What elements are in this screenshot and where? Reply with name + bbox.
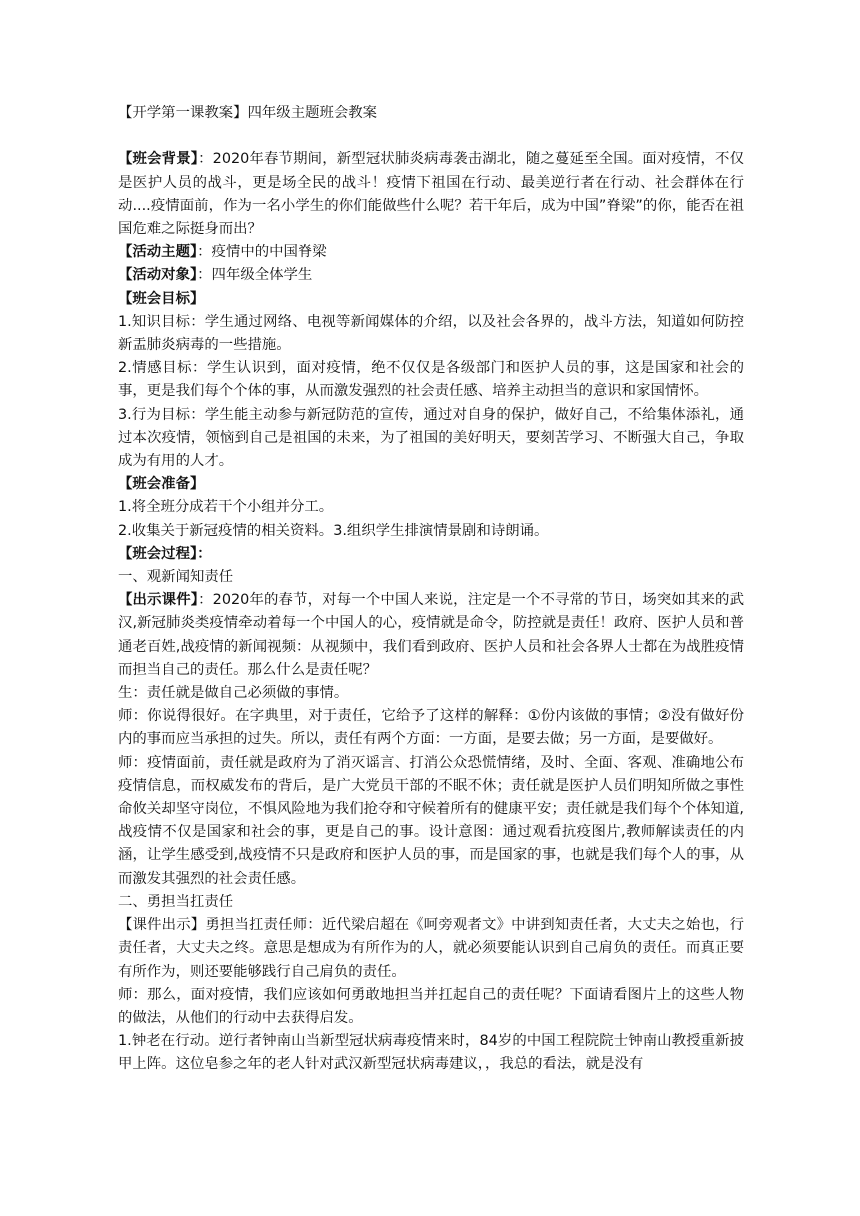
- audience-label: 【活动对象】: [118, 267, 198, 284]
- goals-heading: 【班会目标】: [118, 290, 205, 307]
- audience-text: ：四年级全体学生: [197, 267, 313, 284]
- prep-heading: 【班会准备】: [118, 476, 205, 493]
- goal-emotion: 2.情感目标：学生认识到，面对疫情，绝不仅仅是各级部门和医护人员的事，这是国家和社会的事，更是我们每个个体的事，从而激发强烈的社会责任感、培养主动担当的意识和家国情怀。: [118, 360, 744, 400]
- action-item-1: 1.钟老在行动。逆行者钟南山当新型冠状病毒疫情来时，84岁的中国工程院院士钟南山教授重新披甲上阵。这位皂参之年的老人针对武汉新型冠状病毒建议，，我总的看法，就是没有: [118, 1033, 744, 1073]
- goal-behavior: 3.行为目标：学生能主动参与新冠防范的宣传，通过对自身的保护，做好自己，不给集体添礼，通过本次疫情，领恼到自己是祖国的未来，为了祖国的美好明天，要刻苦学习、不断强大自己，争取成为有用的人才。: [118, 406, 744, 470]
- theme-label: 【活动主题】: [118, 244, 198, 261]
- background-paragraph: [118, 148, 744, 241]
- goal-knowledge: 1.知识目标：学生通过网络、电视等新闻媒体的介绍，以及社会各界的，战斗方法，知道如何防控新盂肺炎病毒的一些措施。: [118, 313, 744, 354]
- courseware-paragraph-1: [118, 589, 744, 682]
- courseware-text: ：2020年的春节，对每一个中国人来说，注定是一个不寻常的节日，场突如其来的武汉,新冠肺炎类疫情牵动着每一个中国人的心，疫情就是命令，防控就是责任！政府、医护人员和普通老百姓,战疫情的新闻视频：从视频中，我们看到政府、医护人员和社会各界人士都在为战胜疫情而担当自己的责任。那么什么是责任呢？: [118, 592, 744, 678]
- prep-item-1: 1.将全班分成若干个小组并分工。: [118, 499, 334, 516]
- teacher-paragraph-1: 师：你说得很好。在字典里，对于责任，它给予了这样的解释：①份内该做的事情；②没有做好份内的事而应当承担的过失。所以，责任有两个方面：一方面，是要去做；另一方面，是要做好。: [118, 708, 744, 748]
- teacher-paragraph-3: 师：那么，面对疫情，我们应该如何勇敢地担当并扛起自己的责任呢？下面请看图片上的这些人物的做法，从他们的行动中去获得启发。: [118, 986, 744, 1026]
- teacher-paragraph-2: 师：疫情面前，责任就是政府为了消灭谣言、打消公众恐慌情绪，及时、全面、客观、准确地公布疫情信息，而权威发布的背后，是广大党员干部的不眠不休；责任就是医护人员们明知所做之事性命攸关却坚守岗位，不惧风险地为我们抢夺和守候着所有的健康平安；责任就是我们每个个体知道,战疫情不仅是国家和社会的事，更是自己的事。设计意图：通过观看抗疫图片,教师解读责任的内涵，让学生感受到,战疫情不只是政府和医护人员的事，而是国家的事，也就是我们每个人的事，从而激发其强烈的社会责任感。: [118, 754, 744, 887]
- section-heading-2: 二、勇担当扛责任: [118, 893, 234, 910]
- courseware-paragraph-2: 【课件出示】勇担当扛责任师：近代梁启超在《呵旁观者文》中讲到知责任者，大丈夫之始也，行责任者，大丈夫之终。意思是想成为有所作为的人，就必须要能认识到自己肩负的责任。而真正要有所作为，则还要能够践行自己肩负的责任。: [118, 917, 744, 980]
- process-heading: 【班会过程】：: [118, 545, 212, 562]
- audience-line: [118, 264, 744, 287]
- section-heading-1: 一、观新闻知责任: [118, 569, 234, 586]
- document-title: 【开学第一课教案】四年级主题班会教案: [118, 105, 378, 121]
- student-answer: 生：责任就是做自己必须做的事情。: [118, 685, 349, 702]
- background-label: 【班会背景】: [118, 151, 199, 168]
- background-text: ：2020年春节期间，新型冠状肺炎病毒袭击湖北，随之蔓延至全国。面对疫情，不仅是医护人员的战斗，更是场全民的战斗！疫情下祖国在行动、最美逆行者在行动、社会群体在行动....疫情面前，作为一名小学生的你们能做些什么呢？若干年后，成为中国”脊梁”的你，能否在祖国危难之际挺身而出？: [118, 151, 744, 237]
- theme-text: ：疫情中的中国脊梁: [197, 244, 327, 261]
- document-page: [118, 102, 744, 1077]
- theme-line: [118, 241, 744, 264]
- prep-item-2: 2.收集关于新冠疫情的相关资料。3.组织学生排演情景剧和诗朗诵。: [118, 522, 549, 539]
- courseware-label: 【出示课件】: [118, 592, 199, 609]
